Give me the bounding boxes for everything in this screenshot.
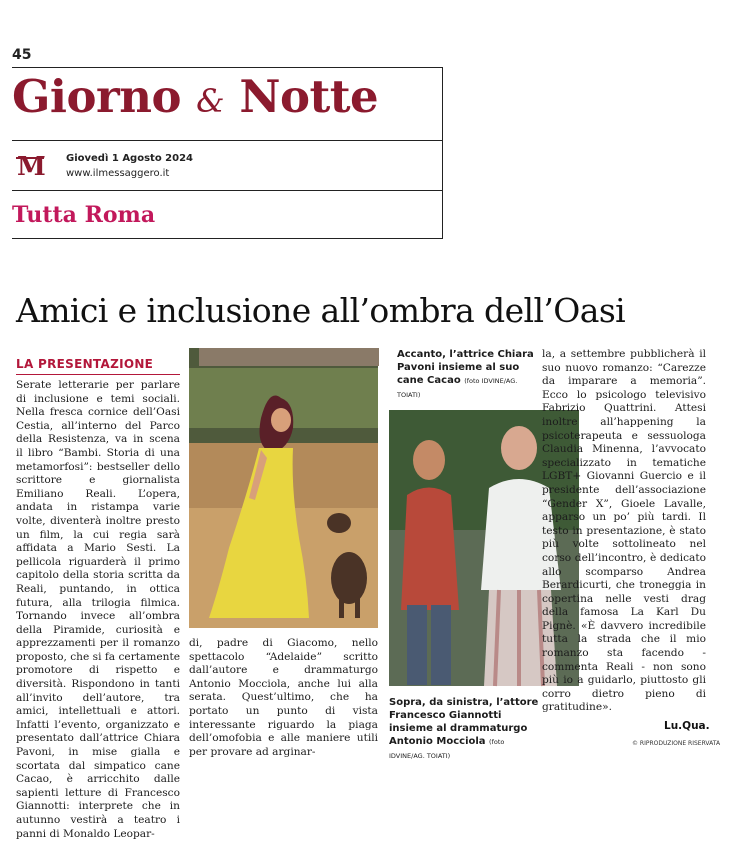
article-column-4 bbox=[542, 348, 706, 718]
photo-chiara-pavoni bbox=[189, 348, 378, 628]
caption-bottom-credit: (foto IDVINE/AG. TOIATI) bbox=[389, 738, 505, 760]
author-signature: Lu.Qua. bbox=[664, 720, 710, 732]
section-title: Tutta Roma bbox=[12, 202, 156, 228]
column-2-text: di, padre di Giacomo, nello spettacolo “Adelaide” scritto dall’autore e drammaturgo Antonio Mocciola, anche lui alla serata. Quest’ultimo, che ha portato un punto di vista interessante riguardo la piaga dell’omofobia e alle maniere utili per provare ad arginar- bbox=[189, 637, 378, 758]
masthead-word2: Notte bbox=[239, 70, 379, 123]
column-4-text: la, a settembre pubblicherà il suo nuovo romanzo: “Carezze da imparare a memoria”. Ecco lo psicologo televisivo Fabrizio Quattrini. Attesi inoltre all’happening la psicoterapeuta e sessuologa Claudia Minenna, l’avvocato specializzato in tematiche LGBT+ Giovanni Guercio e il presidente dell’associazione “Gender X”, Gioele Lavalle, apparso un po’ più tardi. Il testo in presentazione, è stato più volte sottolineato nel corso dell’incontro, è dedicato allo scomparso Andrea Berardicurti, che troneggia in copertina nelle vesti drag della famosa La Karl Du Pignè. «È davvero incredibile tutta la strada che il mio romanzo sta facendo - commenta Reali - non sono più io a guidarlo, piuttosto gli corro dietro pieno di gratitudine». bbox=[542, 348, 706, 714]
caption-bottom bbox=[389, 696, 541, 763]
caption-top-credit: (foto IDVINE/AG. TOIATI) bbox=[397, 377, 518, 399]
website-link[interactable]: www.ilmessaggero.it bbox=[66, 168, 170, 179]
article-column-2 bbox=[189, 637, 378, 758]
article-column-1 bbox=[16, 379, 180, 840]
masthead-word1: Giorno bbox=[12, 70, 181, 123]
article-headline: Amici e inclusione all’ombra dell’Oasi bbox=[16, 291, 626, 330]
section-rule bbox=[12, 238, 443, 239]
il-messaggero-logo bbox=[16, 152, 44, 180]
masthead-ampersand: & bbox=[196, 82, 225, 120]
date-rule bbox=[12, 190, 443, 191]
header-right-rule bbox=[442, 67, 443, 239]
logo-glyph: M bbox=[17, 152, 46, 182]
header-top-rule bbox=[12, 67, 443, 68]
issue-date: Giovedì 1 Agosto 2024 bbox=[66, 153, 193, 164]
copyright-notice: © RIPRODUZIONE RISERVATA bbox=[632, 740, 721, 747]
kicker-rule bbox=[16, 374, 180, 375]
article-kicker: LA PRESENTAZIONE bbox=[16, 357, 154, 371]
caption-top bbox=[397, 348, 537, 402]
page-number: 45 bbox=[12, 47, 32, 63]
column-1-text: Serate letterarie per parlare di inclusione e temi sociali. Nella fresca cornice dell’Oasi Cestia, all’interno del Parco della Resistenza, va in scena il libro “Bambi. Storia di una metamorfosi”: bestseller dello scrittore e giornalista Emiliano Reali. L’opera, andata in ristampa varie volte, diventerà inoltre presto un film, la cui regia sarà affidata a Mario Sesti. La pellicola riguarderà il primo capitolo della storia scritta da Reali, puntando, in ottica futura, alla trilogia filmica. Tornando invece all’ombra della Piramide, curiosità e apprezzamenti per il romanzo proposto, che si fa certamente promotore di rispetto e diversità. Rispondono in tanti all’invito dell’autore, tra amici, intellettuali e attori. Infatti l’evento, organizzato e presentato dall’attrice Chiara Pavoni, in mise gialla e scortata dal simpatico cane Cacao, è arricchito dalle sapienti letture di Francesco Giannotti: interprete che in autunno vestirà a teatro i panni di Monaldo Leopar- bbox=[16, 379, 180, 840]
caption-top-text: Accanto, l’attrice Chiara Pavoni insieme al suo cane Cacao bbox=[397, 349, 534, 386]
masthead-rule bbox=[12, 140, 443, 141]
caption-bottom-text: Sopra, da sinistra, l’attore Francesco Giannotti insieme al drammaturgo Antonio Mocciola bbox=[389, 697, 539, 747]
masthead bbox=[12, 70, 378, 123]
